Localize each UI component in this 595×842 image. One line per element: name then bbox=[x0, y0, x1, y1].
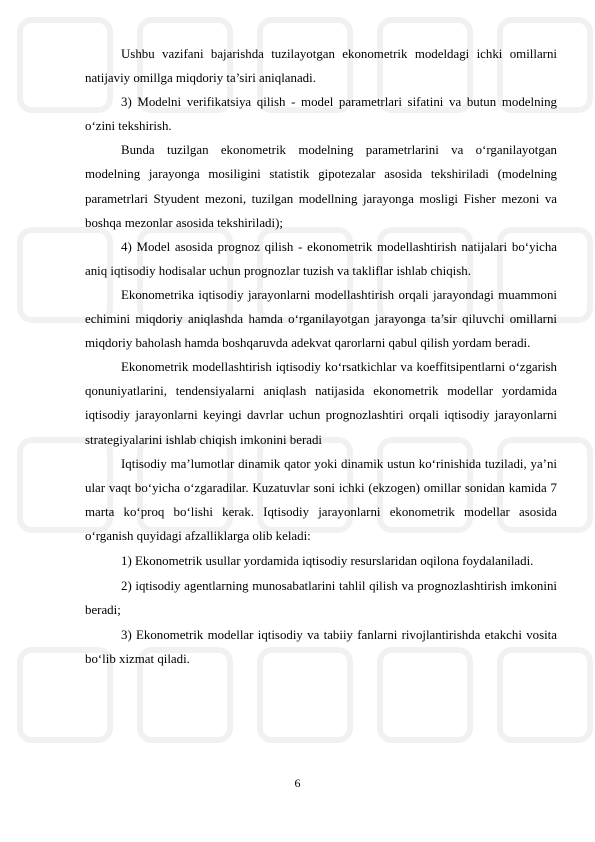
list-item-advantage-1: 1) Ekonometrik usullar yordamida iqtisodiy resurslaridan oqilona foydalaniladi. bbox=[121, 553, 534, 568]
list-item-advantage-2: 2) iqtisodiy agentlarning munosabatlarini tahlil qilish va prognozlashtirish imkonini beradi; bbox=[85, 579, 557, 618]
paragraph-intro: Ushbu vazifani bajarishda tuzilayotgan ekonometrik modeldagi ichki omillarni natijaviy omillga miqdoriy ta’siri aniqlanadi. bbox=[85, 47, 557, 86]
paragraph-step-4-forecast: 4) Model asosida prognoz qilish - ekonometrik modellashtirish natijalari bo‘yicha aniq iqtisodiy hodisalar uchun prognozlar tuzish va takliflar ishlab chiqish. bbox=[85, 239, 557, 278]
paragraph-dynamic-series: Iqtisodiy ma’lumotlar dinamik qator yoki dinamik ustun ko‘rinishida tuziladi, ya’ni ular vaqt bo‘yicha o‘zgaradilar. Kuzatuvlar soni ichki (ekzogen) omillar sonidan kamida 7 marta ko‘proq bo‘lishi kerak. Iqtisodiy jarayonlarni ekonometrik modellar asosida o‘rganish quyidagi afzalliklarga olib keladi: bbox=[85, 456, 557, 543]
page-number: 6 bbox=[294, 776, 301, 790]
paragraph-econometrics-role: Ekonometrika iqtisodiy jarayonlarni modellashtirish orqali jarayondagi muammoni echimini miqdoriy aniqlashda hamda o‘rganilayotgan jarayonga ta’sir qiluvchi omillarni miqdoriy baholash hamda boshqaruvda adekvat qarorlarni qabul qilish yordam beradi. bbox=[85, 287, 557, 351]
paragraph-hypothesis-testing: Bunda tuzilgan ekonometrik modelning parametrlarini va o‘rganilayotgan modelning jarayonga mosiligini statistik gipotezalar asosida tekshiriladi (modelning parametrlari Styudent mezoni, tuzilgan modellning jarayonga mosligi Fisher mezoni va boshqa mezonlar asosida tekshiriladi); bbox=[85, 143, 557, 230]
document-body bbox=[85, 42, 557, 671]
list-item-advantage-3: 3) Ekonometrik modellar iqtisodiy va tabiiy fanlarni rivojlantirishda etakchi vosita bo‘lib xizmat qiladi. bbox=[85, 628, 557, 667]
paragraph-modelling-benefits: Ekonometrik modellashtirish iqtisodiy ko‘rsatkichlar va koeffitsipentlarni o‘zgarish qonuniyatlarini, tendensiyalarni aniqlash natijasida ekonometrik modellar yordamida iqtisodiy jarayonlarni keyingi davrlar uchun prognozlashtiri orqali iqtisodiy jarayonlarni strategiyalarini ishlab chiqish imkonini beradi bbox=[85, 360, 557, 447]
paragraph-step-3-verification: 3) Modelni verifikatsiya qilish - model parametrlari sifatini va butun modelning o‘zini tekshirish. bbox=[85, 95, 557, 134]
